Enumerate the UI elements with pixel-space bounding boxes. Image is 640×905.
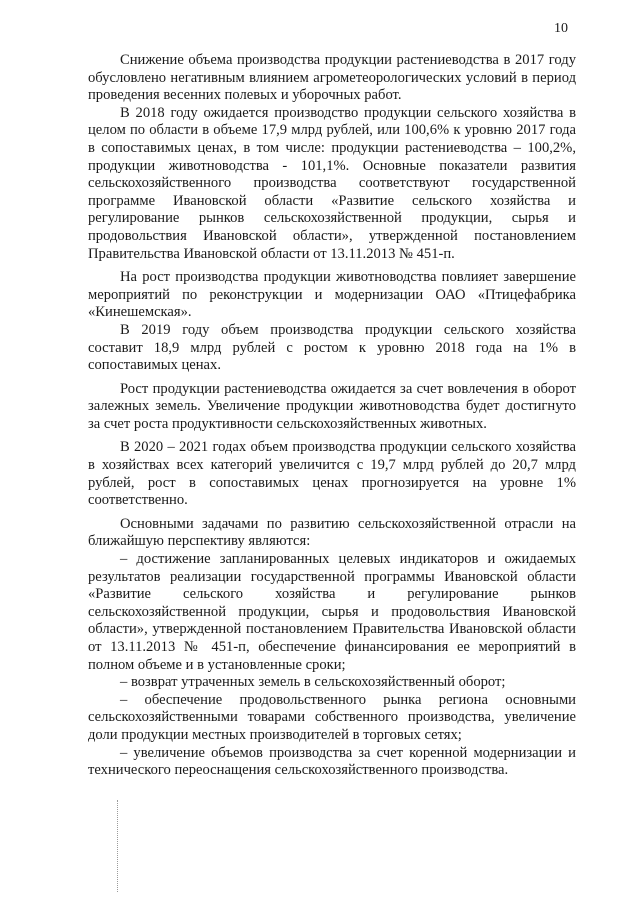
paragraph-2019-forecast: В 2019 году объем производства продукции сельского хозяйства составит 18,9 млрд рублей с ростом к уровню 2018 года на 1% в сопоставимых ценах. [88,321,576,374]
paragraph-crop-decline: Снижение объема производства продукции растениеводства в 2017 году обусловлено негативным влиянием агрометеорологических условий в период проведения весенних полевых и уборочных работ. [88,52,576,104]
paragraph-2018-forecast: В 2018 году ожидается производство продукции сельского хозяйства в целом по области в объеме 17,9 млрд рублей, или 100,6% к уровню 2017 года в сопоставимых ценах, в том числе: продукции растениеводства – 100,2%, продукции животноводства - 101,1%. Основные показатели развития сельскохозяйственного производства соответствуют государственной программе Ивановской области «Развитие сельского хозяйства и регулирование рынков сельскохозяйственной продукции, сырья и продовольствия Ивановской области», утвержденной постановлением Правительства Ивановской области от 13.11.2013 № 451-п. [88,104,576,262]
page-number: 10 [554,21,568,36]
list-item-target-indicators: – достижение запланированных целевых индикаторов и ожидаемых результатов реализации государственной программы Ивановской области «Развитие сельского хозяйства и регулирование рынков сельскохозяйственной продукции, сырья и продовольствия Ивановской области», утвержденной постановлением Правительства Ивановской области от 13.11.2013 № 451-п, обеспечение финансирования ее мероприятий в полном объеме и в установленные сроки; [88,551,576,673]
list-item-land-return: – возврат утраченных земель в сельскохозяйственный оборот; [120,674,506,691]
document-body [88,52,576,780]
paragraph-main-tasks: Основными задачами по развитию сельскохозяйственной отрасли на ближайшую перспективу являются: [88,515,576,550]
paragraph-2020-2021-forecast: В 2020 – 2021 годах объем производства продукции сельского хозяйства в хозяйствах всех категорий увеличится с 19,7 млрд рублей до 20,7 млрд рублей, рост в сопоставимых ценах прогнозируется на уровне 1% соответственно. [88,439,576,509]
paragraph-livestock-growth: На рост производства продукции животноводства повлияет завершение мероприятий по реконструкции и модернизации ОАО «Птицефабрика «Кинешемская». [88,269,576,321]
paragraph-crop-growth: Рост продукции растениеводства ожидается за счет вовлечения в оборот залежных земель. Увеличение продукции животноводства будет достигнуто за счет роста продуктивности сельскохозяйственных животных. [88,380,576,432]
list-item-modernization: – увеличение объемов производства за счет коренной модернизации и технического переоснащения сельскохозяйственного производства. [88,744,576,779]
scan-artifact-line [117,800,119,892]
list-item-food-market: – обеспечение продовольственного рынка региона основными сельскохозяйственными товарами собственного производства, увеличение доли продукции местных производителей в торговых сетях; [88,691,576,743]
